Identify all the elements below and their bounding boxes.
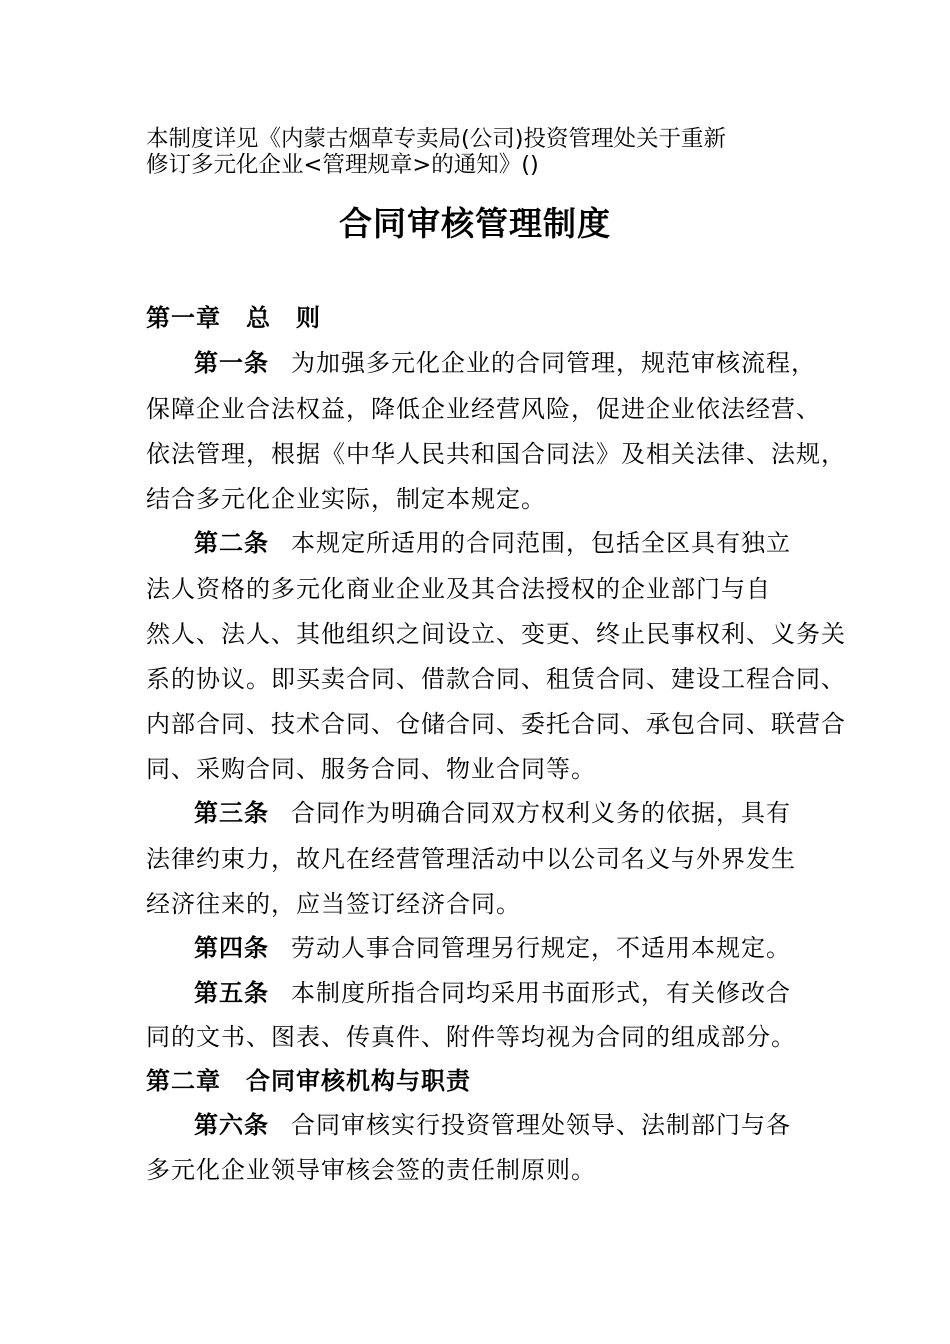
article-1-line-1 — [194, 348, 874, 378]
reference-note-line-2: 修订多元化企业<管理规章>的通知》() — [146, 152, 539, 178]
article-6-text-1: 合同审核实行投资管理处领导、法制部门与各 — [291, 1111, 791, 1139]
article-3-label: 第三条 — [194, 799, 269, 827]
article-3-line-3: 经济往来的，应当签订经济合同。 — [146, 890, 521, 918]
article-2-text-1: 本规定所适用的合同范围，包括全区具有独立 — [291, 529, 791, 557]
article-2-label: 第二条 — [194, 529, 269, 557]
chapter-2-heading: 第二章 合同审核机构与职责 — [146, 1067, 471, 1095]
article-2-line-5: 内部合同、技术合同、仓储合同、委托合同、承包合同、联营合 — [146, 710, 846, 738]
article-6-line-1 — [194, 1110, 874, 1140]
article-5-text-1: 本制度所指合同均采用书面形式，有关修改合 — [291, 979, 791, 1007]
article-6-line-2: 多元化企业领导审核会签的责任制原则。 — [146, 1156, 596, 1184]
article-2-line-6: 同、采购合同、服务合同、物业合同等。 — [146, 755, 596, 783]
article-5-line-2: 同的文书、图表、传真件、附件等均视为合同的组成部分。 — [146, 1023, 796, 1051]
document-title: 合同审核管理制度 — [339, 204, 611, 243]
article-3-line-1 — [194, 798, 874, 828]
article-1-line-3: 依法管理，根据《中华人民共和国合同法》及相关法律、法规， — [146, 440, 846, 468]
article-1-line-2: 保障企业合法权益，降低企业经营风险，促进企业依法经营、 — [146, 395, 821, 423]
article-5-label: 第五条 — [194, 979, 269, 1007]
article-1-line-4: 结合多元化企业实际，制定本规定。 — [146, 485, 546, 513]
article-4-line-1 — [194, 933, 874, 963]
article-3-text-1: 合同作为明确合同双方权利义务的依据，具有 — [291, 799, 791, 827]
chapter-1-heading: 第一章 总 则 — [146, 304, 321, 332]
reference-note — [146, 126, 826, 178]
reference-note-line-1: 本制度详见《内蒙古烟草专卖局(公司)投资管理处关于重新 — [146, 126, 727, 152]
article-4-text-1: 劳动人事合同管理另行规定，不适用本规定。 — [291, 934, 791, 962]
article-1-text-1: 为加强多元化企业的合同管理，规范审核流程， — [291, 349, 816, 377]
article-3-line-2: 法律约束力，故凡在经营管理活动中以公司名义与外界发生 — [146, 845, 796, 873]
article-5-line-1 — [194, 978, 874, 1008]
article-2-line-1 — [194, 528, 874, 558]
article-2-line-2: 法人资格的多元化商业企业及其合法授权的企业部门与自 — [146, 575, 771, 603]
article-6-label: 第六条 — [194, 1111, 269, 1139]
article-2-line-4: 系的协议。即买卖合同、借款合同、租赁合同、建设工程合同、 — [146, 665, 846, 693]
article-4-label: 第四条 — [194, 934, 269, 962]
article-1-label: 第一条 — [194, 349, 269, 377]
article-2-line-3: 然人、法人、其他组织之间设立、变更、终止民事权利、义务关 — [146, 620, 846, 648]
